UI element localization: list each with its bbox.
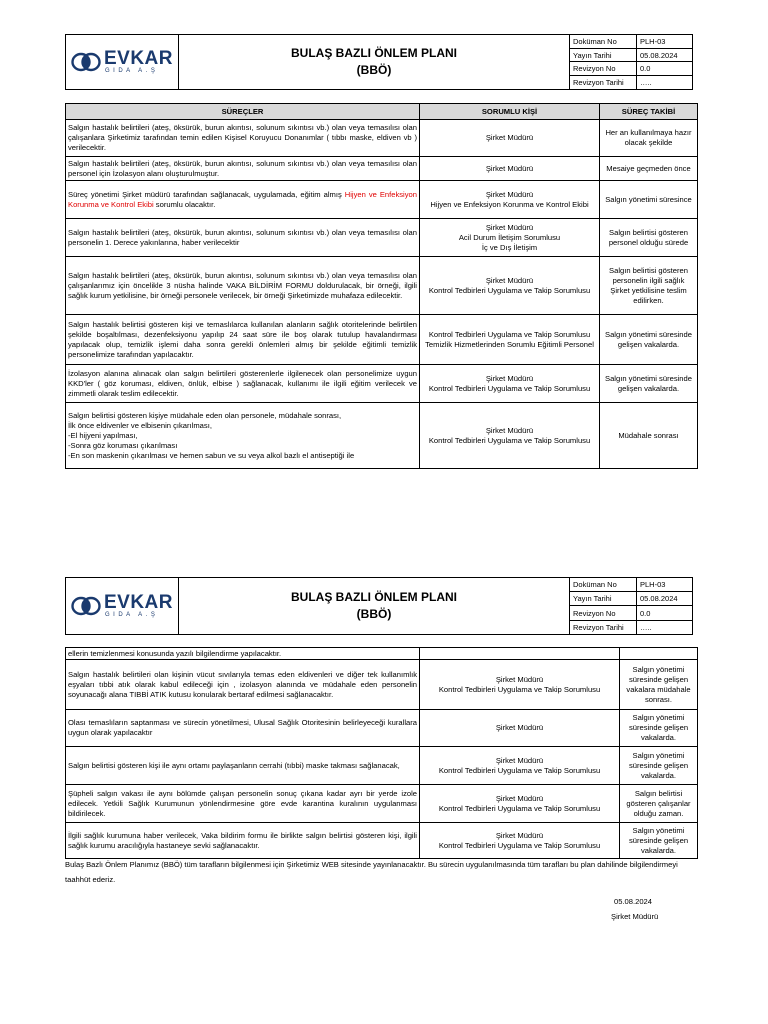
meta-key: Revizyon Tarihi	[570, 620, 637, 634]
document-title	[179, 35, 570, 89]
company-logo	[66, 35, 179, 89]
followup-cell: Mesaiye geçmeden önce	[600, 157, 698, 181]
table-row	[66, 403, 698, 469]
meta-key: Revizyon No	[570, 62, 637, 76]
followup-cell: Salgın yönetimi süresinde gelişen vakalarda.	[620, 823, 698, 859]
process-cell: İlgili sağlık kurumuna haber verilecek, Vaka bildirim formu ile birlikte salgın belirtisi gösteren kişi, ilgili sağlık kurumu aracılığıyla hastaneye sevki sağlanacaktır.	[66, 823, 420, 859]
followup-cell	[620, 648, 698, 660]
responsible-cell: Şirket Müdürü Acil Durum İletişim Sorumlusu İç ve Dış İletişim	[420, 219, 600, 257]
followup-cell: Müdahale sonrası	[600, 403, 698, 469]
followup-cell: Salgın yönetimi süresinde gelişen vakalarda.	[600, 365, 698, 403]
table-row	[66, 120, 698, 157]
table-row	[66, 710, 698, 747]
responsible-cell: Kontrol Tedbirleri Uygulama ve Takip Sorumlusu Temizlik Hizmetlerinden Sorumlu Eğitimli Personel	[420, 315, 600, 365]
column-header-process: SÜREÇLER	[66, 104, 420, 120]
table-row	[66, 157, 698, 181]
process-cell: Şüpheli salgın vakası ile aynı bölümde çalışan personelin sonuç çıkana kadar ayrı bir yerde izole edilecek. Yetkili Sağlık Kurumunun yönlendirmesine göre evde karantina kuralının uygulanması bildirilecek.	[66, 785, 420, 823]
followup-cell: Salgın yönetimi süresinde gelişen vakalara müdahale sonrası.	[620, 660, 698, 710]
process-text-highlight: Hijyen ve Enfeksiyon Korunma ve Kontrol Ekibi	[68, 189, 417, 209]
table-row	[66, 660, 698, 710]
meta-value: 0.0	[637, 606, 693, 620]
responsible-cell: Şirket Müdürü Kontrol Tedbirleri Uygulama ve Takip Sorumlusu	[420, 747, 620, 785]
evkar-logo-icon	[71, 52, 101, 72]
responsible-cell: Şirket Müdürü Kontrol Tedbirleri Uygulama ve Takip Sorumlusu	[420, 660, 620, 710]
table-row	[66, 747, 698, 785]
process-cell: Salgın hastalık belirtileri (ateş, öksürük, burun akıntısı, solunum sıkıntısı vb.) olan veya temasılısı olan çalışanlara Şirketimiz tarafından temin edilen Kişisel Koruyucu Donanımlar ( tıbbı maske, eldiven vb ) verilecektir.	[66, 120, 420, 157]
responsible-cell: Şirket Müdürü Kontrol Tedbirleri Uygulama ve Takip Sorumlusu	[420, 365, 600, 403]
process-cell: Olası temaslıların saptanması ve sürecin yönetilmesi, Ulusal Sağlık Otoritesinin belirleyeceği kurallara uygun olarak yapılacaktır	[66, 710, 420, 747]
table-row	[66, 823, 698, 859]
title-line-2: (BBÖ)	[356, 607, 392, 621]
process-cell: ellerin temizlenmesi konusunda yazılı bilgilendirme yapılacaktır.	[66, 648, 420, 660]
process-cell: Salgın belirtisi gösteren kişi ile aynı ortamı paylaşanların cerrahi (tıbbi) maske takması sağlanacak,	[66, 747, 420, 785]
meta-value: PLH-03	[637, 578, 693, 592]
table-row	[66, 648, 698, 660]
signatory-title: Şirket Müdürü	[611, 912, 659, 921]
followup-cell: Salgın yönetimi süresinde gelişen vakalarda.	[620, 710, 698, 747]
evkar-logo-icon	[71, 596, 101, 616]
process-table-page2	[65, 647, 698, 859]
meta-key: Revizyon No	[570, 606, 637, 620]
table-row	[66, 257, 698, 315]
responsible-cell: Şirket Müdürü	[420, 120, 600, 157]
table-header-row	[66, 104, 698, 120]
followup-cell: Her an kullanılmaya hazır olacak şekilde	[600, 120, 698, 157]
logo-subtitle: GIDA A.Ş	[104, 611, 159, 618]
process-cell: Salgın hastalık belirtileri olan kişinin vücut sıvılarıyla temas eden eldivenleri ve diğer tek kullanımlık eşyaları tıbbi atık olarak kabul edileceği için , izolasyon alanında ve müdahale eden personelin soyunacağı alana TIBBİ ATIK kutusu konularak bertaraf edilmesi sağlanacaktır.	[66, 660, 420, 710]
process-cell: Salgın hastalık belirtileri (ateş, öksürük, burun akıntısı, solunum sıkıntısı vb.) olan veya temasılısı olan çalışanlarımız için öncelikle 3 nüsha halinde VAKA BİLDİRİM FORMU doldurulacak, bir örneği, ilgili sağlık kurum yetkilisine, bir örneği personele verilecek, bir örneği Şirketimizde muhafaza edilecektir.	[66, 257, 420, 315]
process-text: sorumlu olacaktır.	[153, 199, 216, 209]
meta-value: …..	[640, 622, 652, 632]
responsible-cell: Şirket Müdürü	[420, 710, 620, 747]
title-line-1: BULAŞ BAZLI ÖNLEM PLANI	[291, 590, 457, 604]
followup-cell: Salgın yönetimi süresince	[600, 181, 698, 219]
responsible-cell: Şirket Müdürü Kontrol Tedbirleri Uygulama ve Takip Sorumlusu	[420, 403, 600, 469]
followup-cell: Salgın belirtisi gösteren çalışanlar olduğu zaman.	[620, 785, 698, 823]
followup-cell: Salgın belirtisi gösteren personel olduğu sürede	[600, 219, 698, 257]
table-row	[66, 219, 698, 257]
document-title	[179, 578, 570, 634]
process-cell: Salgın belirtisi gösteren kişiye müdahale eden olan personele, müdahale sonrası, İlk önce eldivenler ve elbisenin çıkarılması, -El hijyeni yapılması, -Sonra göz koruması çıkarılması -En son maskenin çıkarılması ve hemen sabun ve su veya alkol bazlı el antiseptiği ile	[66, 403, 420, 469]
process-cell: Salgın hastalık belirtileri (ateş, öksürük, burun akıntısı, solunum sıkıntısı vb.) olan veya temasılısı olan personelin 1. Derece yakınlarına, haber verilecektir	[66, 219, 420, 257]
process-cell: Salgın hastalık belirtileri (ateş, öksürük, burun akıntısı, solunum sıkıntısı vb.) olan veya temasılısı olan personel için İzolasyon alanı oluşturulmuştur.	[66, 157, 420, 181]
logo-subtitle: GIDA A.Ş	[104, 67, 159, 74]
responsible-cell: Şirket Müdürü Kontrol Tedbirleri Uygulama ve Takip Sorumlusu	[420, 823, 620, 859]
signature-date: 05.08.2024	[614, 897, 653, 906]
responsible-cell: Şirket Müdürü	[420, 157, 600, 181]
meta-key: Doküman No	[570, 35, 637, 48]
process-cell: Salgın hastalık belirtisi gösteren kişi ve temaslılarca kullanılan alanların sağlık otoritelerinde belirtilen şekilde boşaltılması, dezenfeksiyonu yapılıp 24 saat süre ile boş olarak tutulup havalandırması yapılacak olup, temizlik işlemi daha sonra gerekli önlemleri almış bir şekilde eğitimli temizlik personelimize tarafından yapılacaktır.	[66, 315, 420, 365]
document-meta-table	[570, 35, 692, 89]
followup-cell: Salgın belirtisi gösteren personelin ilgili sağlık Şirket yetkilisine teslim edilirken.	[600, 257, 698, 315]
document-header-page1	[65, 34, 693, 90]
logo-name: EVKAR	[103, 47, 173, 69]
table-row	[66, 785, 698, 823]
meta-value: 05.08.2024	[637, 48, 693, 62]
responsible-cell: Şirket Müdürü Kontrol Tedbirleri Uygulama ve Takip Sorumlusu	[420, 785, 620, 823]
column-header-responsible: SORUMLU KİŞİ	[420, 104, 600, 120]
table-row	[66, 365, 698, 403]
meta-value: PLH-03	[637, 35, 693, 48]
document-header-page2	[65, 577, 693, 635]
process-cell: İzolasyon alanına alınacak olan salgın belirtileri gösterenlerle ilgilenecek olan personelimize uygun KKD'ler ( göz koruması, eldiven, önlük, elbise ) sağlanacak, kullanımı ile ilgili eğitim verilecek ve zimmetli olarak teslim edilecektir.	[66, 365, 420, 403]
table-row	[66, 315, 698, 365]
responsible-cell: Şirket Müdürü Kontrol Tedbirleri Uygulama ve Takip Sorumlusu	[420, 257, 600, 315]
followup-cell: Salgın yönetimi süresinde gelişen vakalarda.	[600, 315, 698, 365]
process-cell	[66, 181, 420, 219]
logo-name: EVKAR	[103, 591, 173, 613]
meta-value: 05.08.2024	[637, 592, 693, 606]
closing-statement: Bulaş Bazlı Önlem Planımız (BBÖ) tüm tarafların bilgilenmesi için Şirketimiz WEB sitesinde yayınlanacaktır. Bu sürecin uygulanılmasında tüm tarafları bu plan dahilinde bilgilendirmeyi taahhüt ederiz.	[65, 860, 678, 884]
meta-key: Revizyon Tarihi	[570, 76, 637, 89]
meta-key: Yayın Tarihi	[570, 48, 637, 62]
company-logo	[66, 578, 179, 634]
title-line-2: (BBÖ)	[356, 63, 392, 77]
meta-value: …..	[640, 78, 652, 88]
meta-key: Yayın Tarihi	[570, 592, 637, 606]
title-line-1: BULAŞ BAZLI ÖNLEM PLANI	[291, 46, 457, 60]
followup-cell: Salgın yönetimi süresinde gelişen vakalarda.	[620, 747, 698, 785]
meta-value: 0.0	[637, 62, 693, 76]
responsible-cell: Şirket Müdürü Hijyen ve Enfeksiyon Korunma ve Kontrol Ekibi	[420, 181, 600, 219]
meta-key: Doküman No	[570, 578, 637, 592]
responsible-cell	[420, 648, 620, 660]
process-table-page1	[65, 103, 698, 469]
table-row	[66, 181, 698, 219]
document-meta-table	[570, 578, 692, 634]
column-header-followup: SÜREÇ TAKİBİ	[600, 104, 698, 120]
process-text: Süreç yönetimi Şirket müdürü tarafından sağlanacak, uygulamada, eğitim almış	[68, 189, 345, 199]
